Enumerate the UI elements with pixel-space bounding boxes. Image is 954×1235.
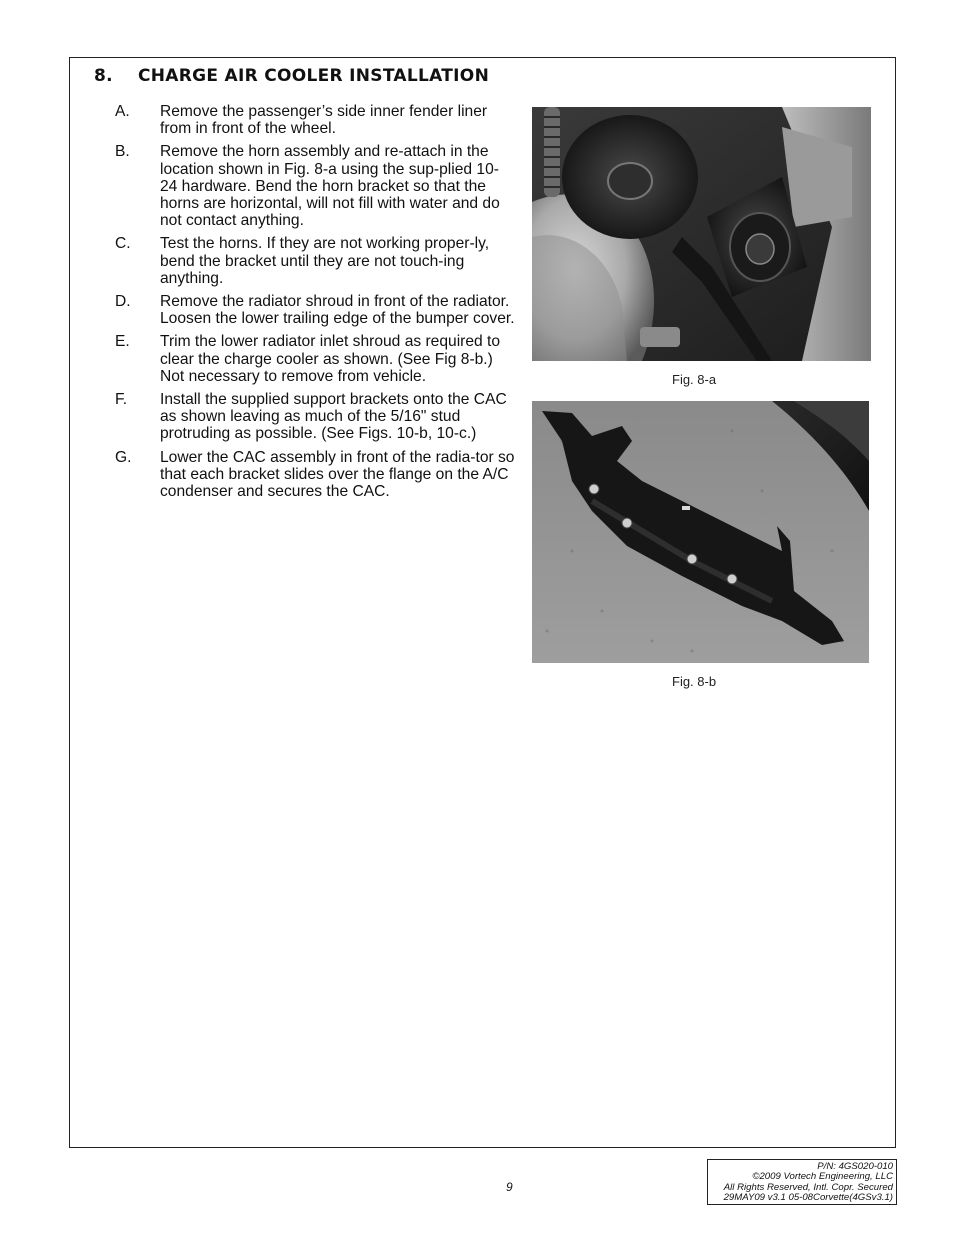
revision-info: 29MAY09 v3.1 05-08Corvette(4GSv3.1)	[723, 1191, 893, 1203]
step-g	[115, 449, 515, 501]
part-number: P/N: 4GS020-010	[817, 1161, 893, 1172]
step-letter: E.	[115, 333, 130, 351]
step-a	[115, 103, 515, 137]
figure-8a-photo	[532, 107, 871, 361]
figure-8b-caption: Fig. 8-b	[672, 674, 717, 689]
rights-notice: All Rights Reserved, Intl. Copr. Secured	[723, 1181, 893, 1193]
figure-8a-caption: Fig. 8-a	[672, 372, 717, 387]
step-e	[115, 333, 515, 385]
step-f	[115, 391, 515, 443]
section-number: 8.	[94, 66, 113, 86]
figure-8b-photo	[532, 401, 869, 663]
step-letter: C.	[115, 235, 131, 253]
copyright: ©2009 Vortech Engineering, LLC	[752, 1171, 893, 1183]
step-letter: D.	[115, 293, 131, 311]
step-text: Install the supplied support brackets onto the CAC as shown leaving as much of the 5/16" stud protruding as possible. (See Figs. 10-b, 10-c.)	[160, 391, 507, 443]
step-letter: B.	[115, 143, 130, 161]
step-letter: F.	[115, 391, 128, 409]
step-letter: A.	[115, 103, 130, 120]
step-d	[115, 293, 515, 327]
document-info-box	[707, 1159, 897, 1205]
page-number: 9	[506, 1180, 513, 1194]
step-b	[115, 143, 515, 229]
step-text: Remove the horn assembly and re-attach in the location shown in Fig. 8-a using the sup-plied 10-24 hardware. Bend the horn bracket so that the horns are horizontal, will not fill with water and do not contact anything.	[160, 143, 500, 230]
step-letter: G.	[115, 448, 132, 466]
step-text: Lower the CAC assembly in front of the radia-tor so that each bracket slides over the flange on the A/C condenser and secures the CAC.	[160, 448, 515, 501]
step-text: Remove the radiator shroud in front of the radiator. Loosen the lower trailing edge of the bumper cover.	[160, 293, 515, 328]
step-c	[115, 235, 515, 287]
section-title	[94, 66, 489, 86]
step-text: Trim the lower radiator inlet shroud as required to clear the charge cooler as shown. (See Fig 8-b.) Not necessary to remove from vehicle.	[160, 333, 501, 385]
step-text: Test the horns. If they are not working proper-ly, bend the bracket until they are not touch-ing anything.	[160, 235, 490, 287]
section-heading: CHARGE AIR COOLER INSTALLATION	[138, 66, 490, 86]
step-text: Remove the passenger’s side inner fender liner from in front of the wheel.	[160, 103, 488, 138]
instruction-list	[115, 103, 515, 506]
